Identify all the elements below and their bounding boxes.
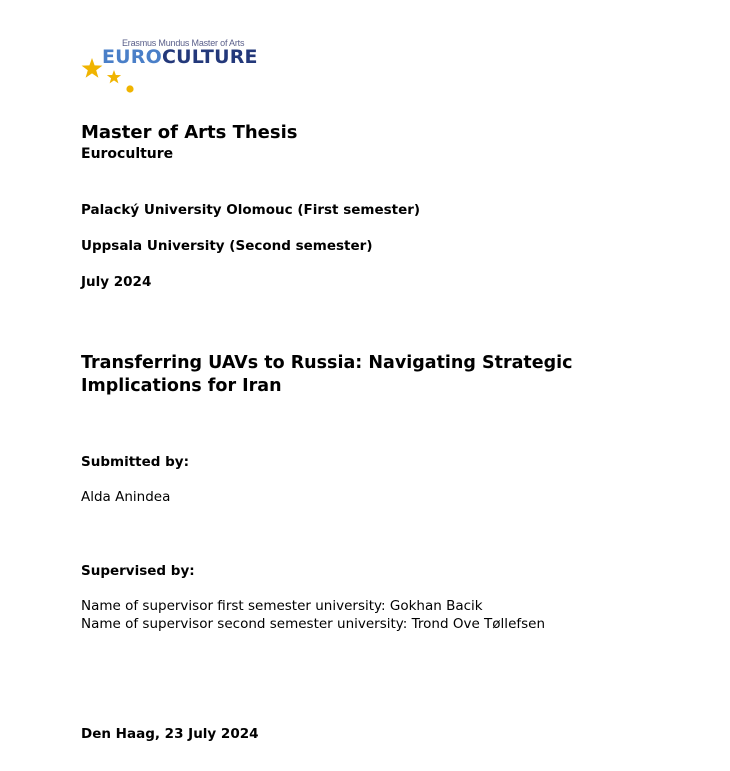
supervised-by-label: Supervised by:	[81, 563, 195, 579]
place-and-date: Den Haag, 23 July 2024	[81, 726, 259, 742]
logo-tagline: Erasmus Mundus Master of Arts	[122, 38, 245, 48]
program-name: Euroculture	[81, 146, 174, 162]
logo-word-culture: CULTURE	[162, 46, 258, 68]
degree-heading: Master of Arts Thesis	[81, 122, 298, 143]
first-semester-university: Palacký University Olomouc (First semester)	[81, 202, 421, 218]
author-name: Alda Anindea	[81, 489, 171, 505]
thesis-date: July 2024	[81, 274, 152, 290]
supervisor-first: Name of supervisor first semester university: Gokhan Bacik	[81, 598, 483, 614]
logo-wordmark	[102, 46, 258, 68]
supervisor-second: Name of supervisor second semester university: Trond Ove Tøllefsen	[81, 616, 546, 632]
submitted-by-label: Submitted by:	[81, 454, 189, 470]
euroculture-logo	[80, 36, 270, 98]
thesis-title: Transferring UAVs to Russia: Navigating Strategic Implications for Iran	[81, 353, 573, 396]
logo-word-euro: EURO	[102, 46, 162, 68]
second-semester-university: Uppsala University (Second semester)	[81, 238, 373, 254]
